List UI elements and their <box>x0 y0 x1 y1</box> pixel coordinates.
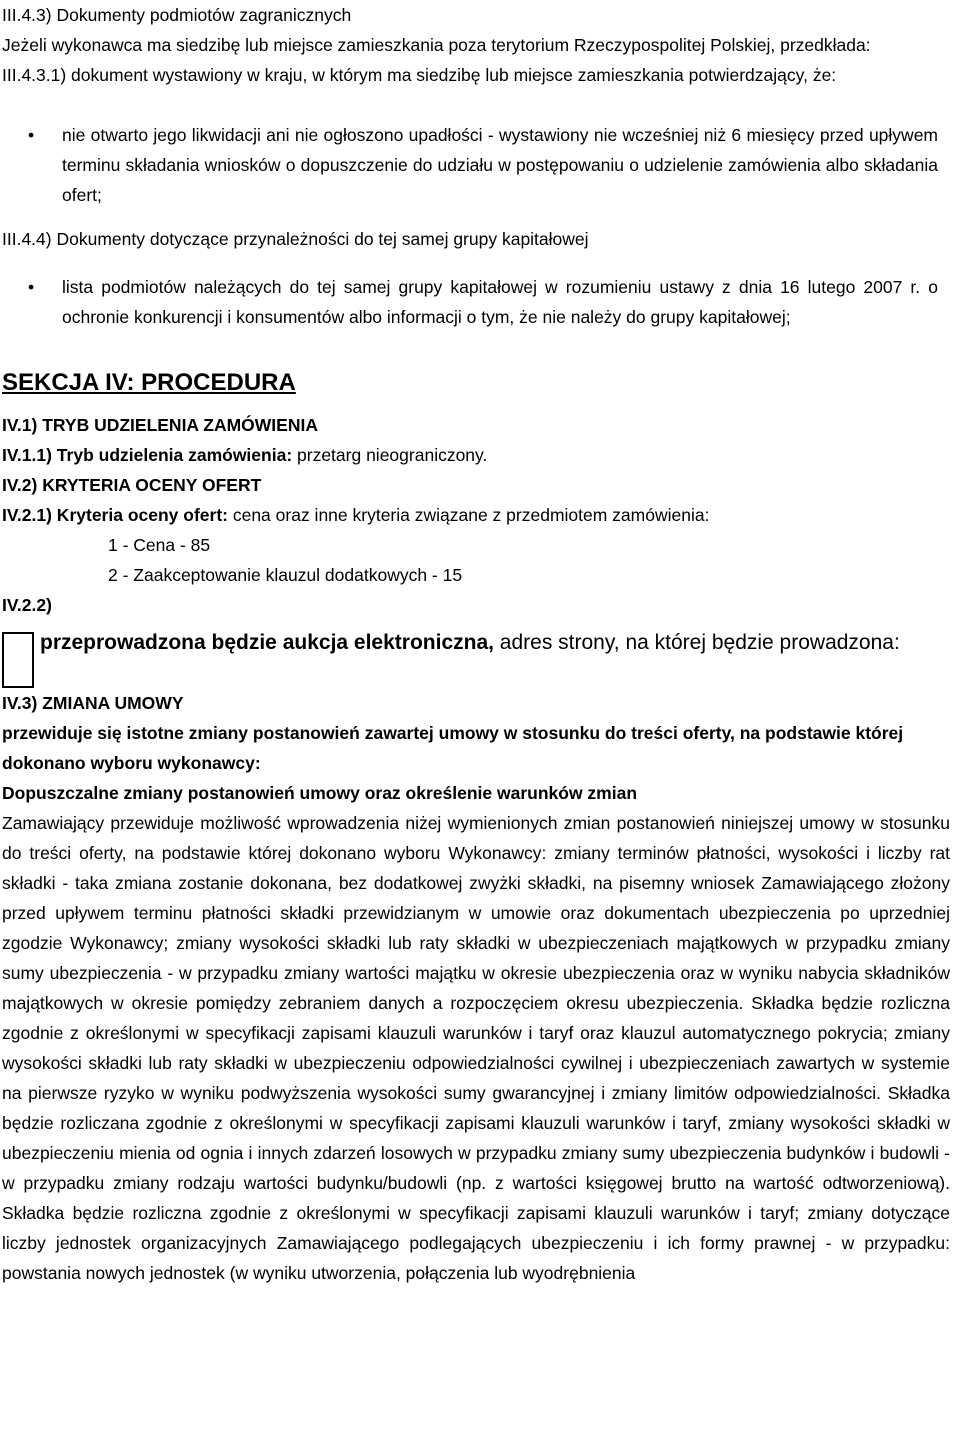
iv21-line <box>2 500 960 530</box>
section-343-heading: III.4.3) Dokumenty podmiotów zagranicznych <box>2 5 352 25</box>
bullet-text: lista podmiotów należących do tej samej grupy kapitałowej w rozumieniu ustawy z dnia 16 lutego 2007 r. o ochronie konkurencji i konsumentów albo informacji o tym, że nie należy do grupy kapitałowej; <box>62 277 938 327</box>
iv22-heading: IV.2.2) <box>2 595 52 615</box>
iv21-label: IV.2.1) Kryteria oceny ofert: <box>2 505 228 525</box>
auction-text <box>40 628 900 658</box>
iv1-heading: IV.1) TRYB UDZIELENIA ZAMÓWIENIA <box>2 415 318 435</box>
changes-body: Zamawiający przewiduje możliwość wprowadzenia niżej wymienionych zmian postanowień niniejszej umowy w stosunku do treści oferty, na podstawie której dokonano wyboru Wykonawcy: zmiany terminów płatności, wysokości i liczby rat składki - taka zmiana zostanie dokonana, bez dodatkowej zwyżki składki, na pisemny wniosek Zamawiającego złożony przed upływem terminu płatności składki przewidzianym w umowie oraz dokumentach ubezpieczenia po uprzedniej zgodzie Wykonawcy; zmiany wysokości składki lub raty składki w ubezpieczeniach majątkowych w przypadku zmiany sumy ubezpieczenia - w przypadku zmiany wartości majątku w okresie ubezpieczenia oraz w wyniku nabycia składników majątkowych w okresie pomiędzy zebraniem danych a rozpoczęciem okresu ubezpieczenia. Składka będzie rozliczna zgodnie z określonymi w specyfikacji zapisami klauzuli warunków i taryf oraz klauzul automatycznego pokrycia; zmiany wysokości składki lub raty składki w ubezpieczeniu odpowiedzialności cywilnej i ubezpieczeniach zawartych w systemie na pierwsze ryzyko w wyniku podwyższenia wysokości sumy gwarancyjnej i zmiany limitów odpowiedzialności. Składka będzie rozliczana zgodnie z określonymi w specyfikacji zapisami klauzuli warunków i taryf, zmiany wysokości składki w ubezpieczeniu mienia od ognia i innych zdarzeń losowych w przypadku zmiany sumy ubezpieczenia budynków i budowli - w przypadku zmiany rodzaju wartości budynku/budowli (np. z wartości księgowej brutto na wartość odtworzeniową). Składka będzie rozliczna zgodnie z określonymi w specyfikacji zapisami klauzuli warunków i taryf; zmiany dotyczące liczby jednostek organizacyjnych Zamawiającego podlegających ubezpieczeniu i ich formy prawnej - w przypadku: powstania nowych jednostek (w wyniku utworzenia, połączenia lub wyodrębnienia <box>2 813 950 1283</box>
section-344-heading: III.4.4) Dokumenty dotyczące przynależności do tej samej grupy kapitałowej <box>2 229 589 249</box>
section-343-intro: Jeżeli wykonawca ma siedzibę lub miejsce zamieszkania poza terytorium Rzeczypospolitej Polskiej, przedkłada: <box>2 35 871 55</box>
iv3-heading: IV.3) ZMIANA UMOWY <box>2 693 184 713</box>
criterion-2: 2 - Zaakceptowanie klauzul dodatkowych - 15 <box>108 565 463 585</box>
iv11-line <box>2 440 960 470</box>
section-3431-text: III.4.3.1) dokument wystawiony w kraju, w którym ma siedzibę lub miejsce zamieszkania potwierdzający, że: <box>2 65 837 85</box>
bullet-list-343 <box>2 120 960 210</box>
auction-rest: adres strony, na której będzie prowadzona: <box>493 631 900 654</box>
list-item <box>2 120 960 210</box>
bullet-list-344 <box>2 272 960 332</box>
iv3-bold-text: przewiduje się istotne zmiany postanowień zawartej umowy w stosunku do treści oferty, na podstawie której dokonano wyboru wykonawcy: <box>2 723 904 773</box>
iv11-value: przetarg nieograniczony. <box>292 445 488 465</box>
auction-row <box>2 628 960 688</box>
bullet-icon: • <box>28 277 35 297</box>
iv2-heading: IV.2) KRYTERIA OCENY OFERT <box>2 475 262 495</box>
auction-bold: przeprowadzona będzie aukcja elektroniczna, <box>40 631 494 654</box>
bullet-icon: • <box>28 125 35 145</box>
criterion-1: 1 - Cena - 85 <box>108 535 211 555</box>
changes-heading: Dopuszczalne zmiany postanowień umowy oraz określenie warunków zmian <box>2 783 638 803</box>
bullet-text: nie otwarto jego likwidacji ani nie ogłoszono upadłości - wystawiony nie wcześniej niż 6 miesięcy przed upływem terminu składania wniosków o dopuszczenie do udziału w postępowaniu o udzielenie zamówienia albo składania ofert; <box>62 125 938 205</box>
iv21-value: cena oraz inne kryteria związane z przedmiotem zamówienia: <box>227 505 710 525</box>
iv11-label: IV.1.1) Tryb udzielenia zamówienia: <box>2 445 293 465</box>
section-iv-title: SEKCJA IV: PROCEDURA <box>2 369 296 396</box>
list-item <box>2 272 960 332</box>
auction-checkbox[interactable] <box>2 632 34 688</box>
